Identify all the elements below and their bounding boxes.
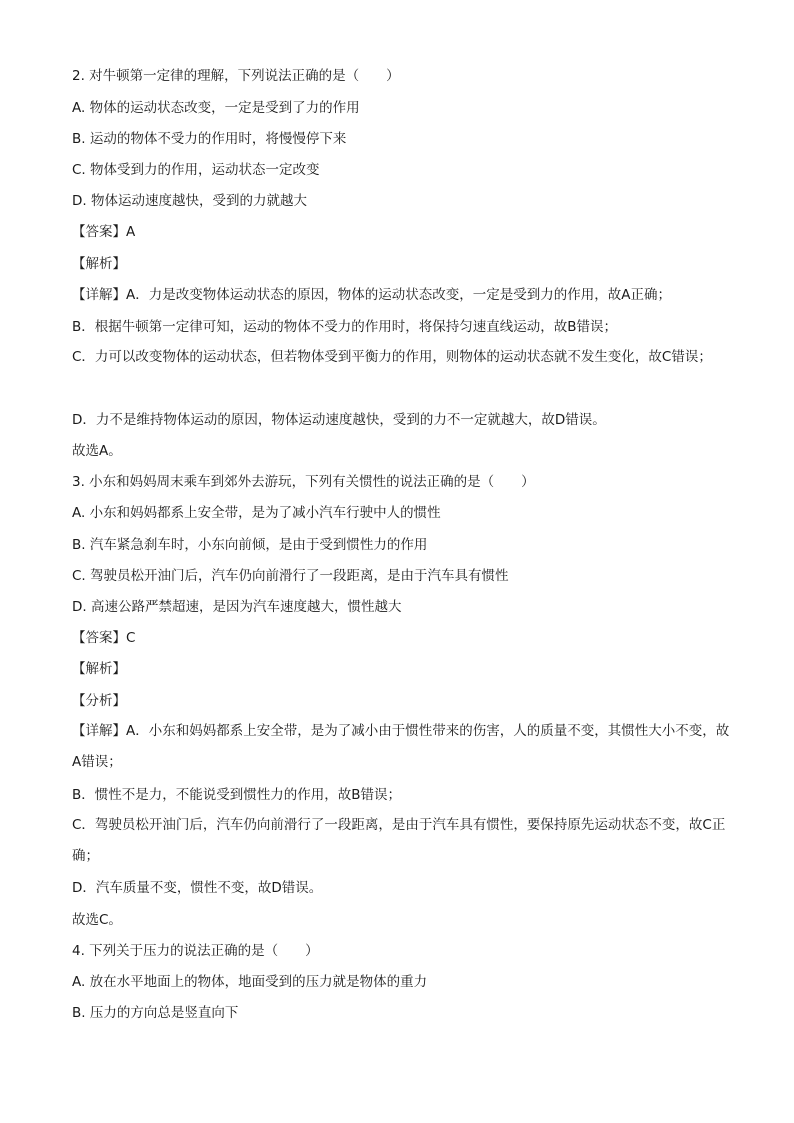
q3-option-d: D. 高速公路严禁超速，是因为汽车速度越大，惯性越大: [72, 599, 402, 615]
q3-answer: 【答案】C: [72, 630, 136, 646]
q3-detail-c: C．驾驶员松开油门后，汽车仍向前滑行了一段距离，是由于汽车具有惯性，要保持原先运动状态不变，故C正确；: [72, 817, 726, 864]
q4-option-b: B. 压力的方向总是竖直向下: [72, 1005, 239, 1021]
q2-conclusion: 故选A。: [72, 443, 122, 459]
q2-stem: 2. 对牛顿第一定律的理解，下列说法正确的是（ ）: [72, 68, 400, 84]
q4-option-a: A. 放在水平地面上的物体，地面受到的压力就是物体的重力: [72, 974, 428, 990]
q2-option-b: B. 运动的物体不受力的作用时，将慢慢停下来: [72, 131, 347, 147]
q3-fenxi-label: 【分析】: [72, 693, 126, 709]
q3-detail-b: B．惯性不是力，不能说受到惯性力的作用，故B错误；: [72, 787, 402, 803]
q2-option-a: A. 物体的运动状态改变，一定是受到了力的作用: [72, 100, 360, 116]
q2-answer: 【答案】A: [72, 224, 136, 240]
q2-detail-a: 【详解】A．力是改变物体运动状态的原因，物体的运动状态改变，一定是受到力的作用，故A正确；: [72, 287, 671, 303]
q3-conclusion: 故选C。: [72, 912, 122, 928]
q3-option-b: B. 汽车紧急刹车时，小东向前倾，是由于受到惯性力的作用: [72, 537, 428, 553]
q2-option-d: D. 物体运动速度越快，受到的力就越大: [72, 193, 307, 209]
q3-stem: 3. 小东和妈妈周末乘车到郊外去游玩，下列有关惯性的说法正确的是（ ）: [72, 474, 535, 490]
q2-analysis-label: 【解析】: [72, 256, 126, 272]
q3-analysis-label: 【解析】: [72, 661, 126, 677]
q3-option-a: A. 小东和妈妈都系上安全带，是为了减小汽车行驶中人的惯性: [72, 505, 441, 521]
q3-detail-d: D．汽车质量不变，惯性不变，故D错误。: [72, 880, 323, 896]
q2-option-c: C. 物体受到力的作用，运动状态一定改变: [72, 162, 320, 178]
q4-stem: 4. 下列关于压力的说法正确的是（ ）: [72, 943, 319, 959]
q2-detail-b: B．根据牛顿第一定律可知，运动的物体不受力的作用时，将保持匀速直线运动，故B错误；: [72, 319, 618, 335]
q3-option-c: C. 驾驶员松开油门后，汽车仍向前滑行了一段距离，是由于汽车具有惯性: [72, 568, 509, 584]
q3-detail-a: 【详解】A．小东和妈妈都系上安全带，是为了减小由于惯性带来的伤害，人的质量不变，其惯性大小不变，故A错误；: [72, 723, 730, 770]
q2-detail-c: C．力可以改变物体的运动状态，但若物体受到平衡力的作用，则物体的运动状态就不发生变化，故C错误；: [72, 349, 712, 365]
q2-detail-d: D．力不是维持物体运动的原因，物体运动速度越快，受到的力不一定就越大，故D错误。: [72, 412, 606, 428]
